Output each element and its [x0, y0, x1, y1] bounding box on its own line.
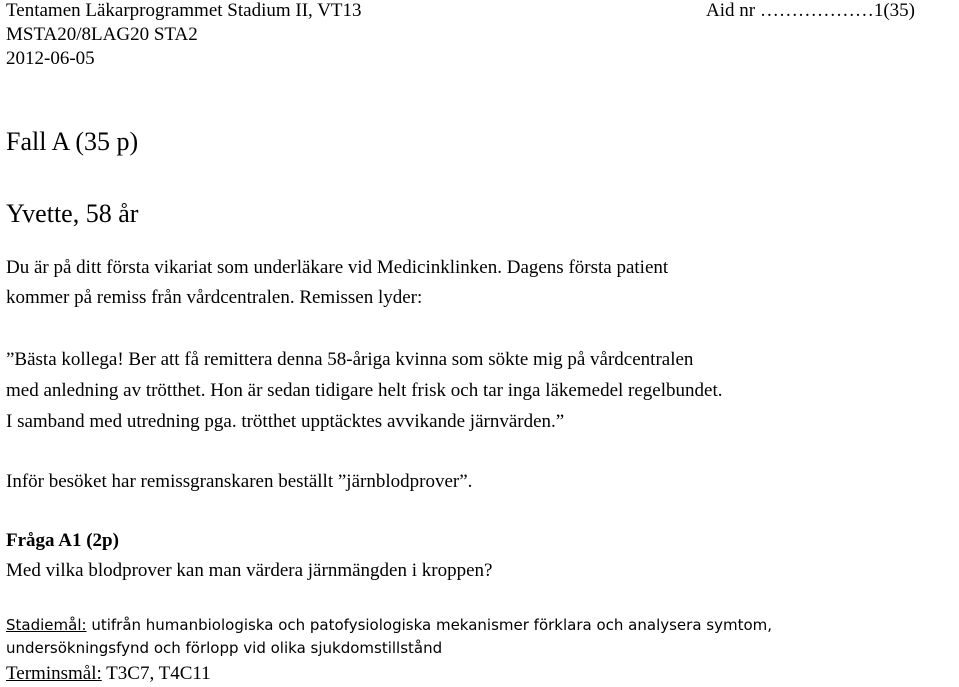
intro-line-1: Du är på ditt första vikariat som underläkare vid Medicinklinken. Dagens första patient [6, 257, 669, 278]
preparation-text: Inför besöket har remissgranskaren beställt ”järnblodprover”. [6, 471, 473, 492]
term-goal-line [6, 664, 211, 683]
intro-line-2: kommer på remiss från vårdcentralen. Remissen lyder: [6, 287, 423, 308]
referral-line-1: ”Bästa kollega! Ber att få remittera denna 58-åriga kvinna som sökte mig på vårdcentralen [6, 349, 694, 370]
stage-goal-line-2: undersökningsfynd och förlopp vid olika sjukdomstillstånd [6, 639, 443, 657]
case-heading: Fall A (35 p) [6, 127, 139, 156]
referral-line-3: I samband med utredning pga. trötthet upptäcktes avvikande järnvärden.” [6, 411, 565, 432]
referral-line-2: med anledning av trötthet. Hon är sedan tidigare helt frisk och tar inga läkemedel regelbundet. [6, 380, 723, 401]
aid-number: Aid nr ………………1(35) [706, 0, 915, 21]
question-title: Fråga A1 (2p) [6, 530, 119, 551]
term-goal-label: Terminsmål: [6, 663, 102, 684]
stage-goal-text: utifrån humanbiologiska och patofysiologiska mekanismer förklara och analysera symtom, [86, 616, 773, 634]
question-text: Med vilka blodprover kan man värdera järnmängden i kroppen? [6, 560, 493, 581]
stage-goal-line-1 [6, 618, 772, 633]
course-code: MSTA20/8LAG20 STA2 [6, 24, 198, 45]
exam-title: Tentamen Läkarprogrammet Stadium II, VT13 [6, 0, 362, 21]
patient-heading: Yvette, 58 år [6, 199, 139, 228]
stage-goal-label: Stadiemål: [6, 616, 87, 634]
term-goal-text: T3C7, T4C11 [101, 663, 211, 684]
exam-date: 2012-06-05 [6, 48, 95, 69]
